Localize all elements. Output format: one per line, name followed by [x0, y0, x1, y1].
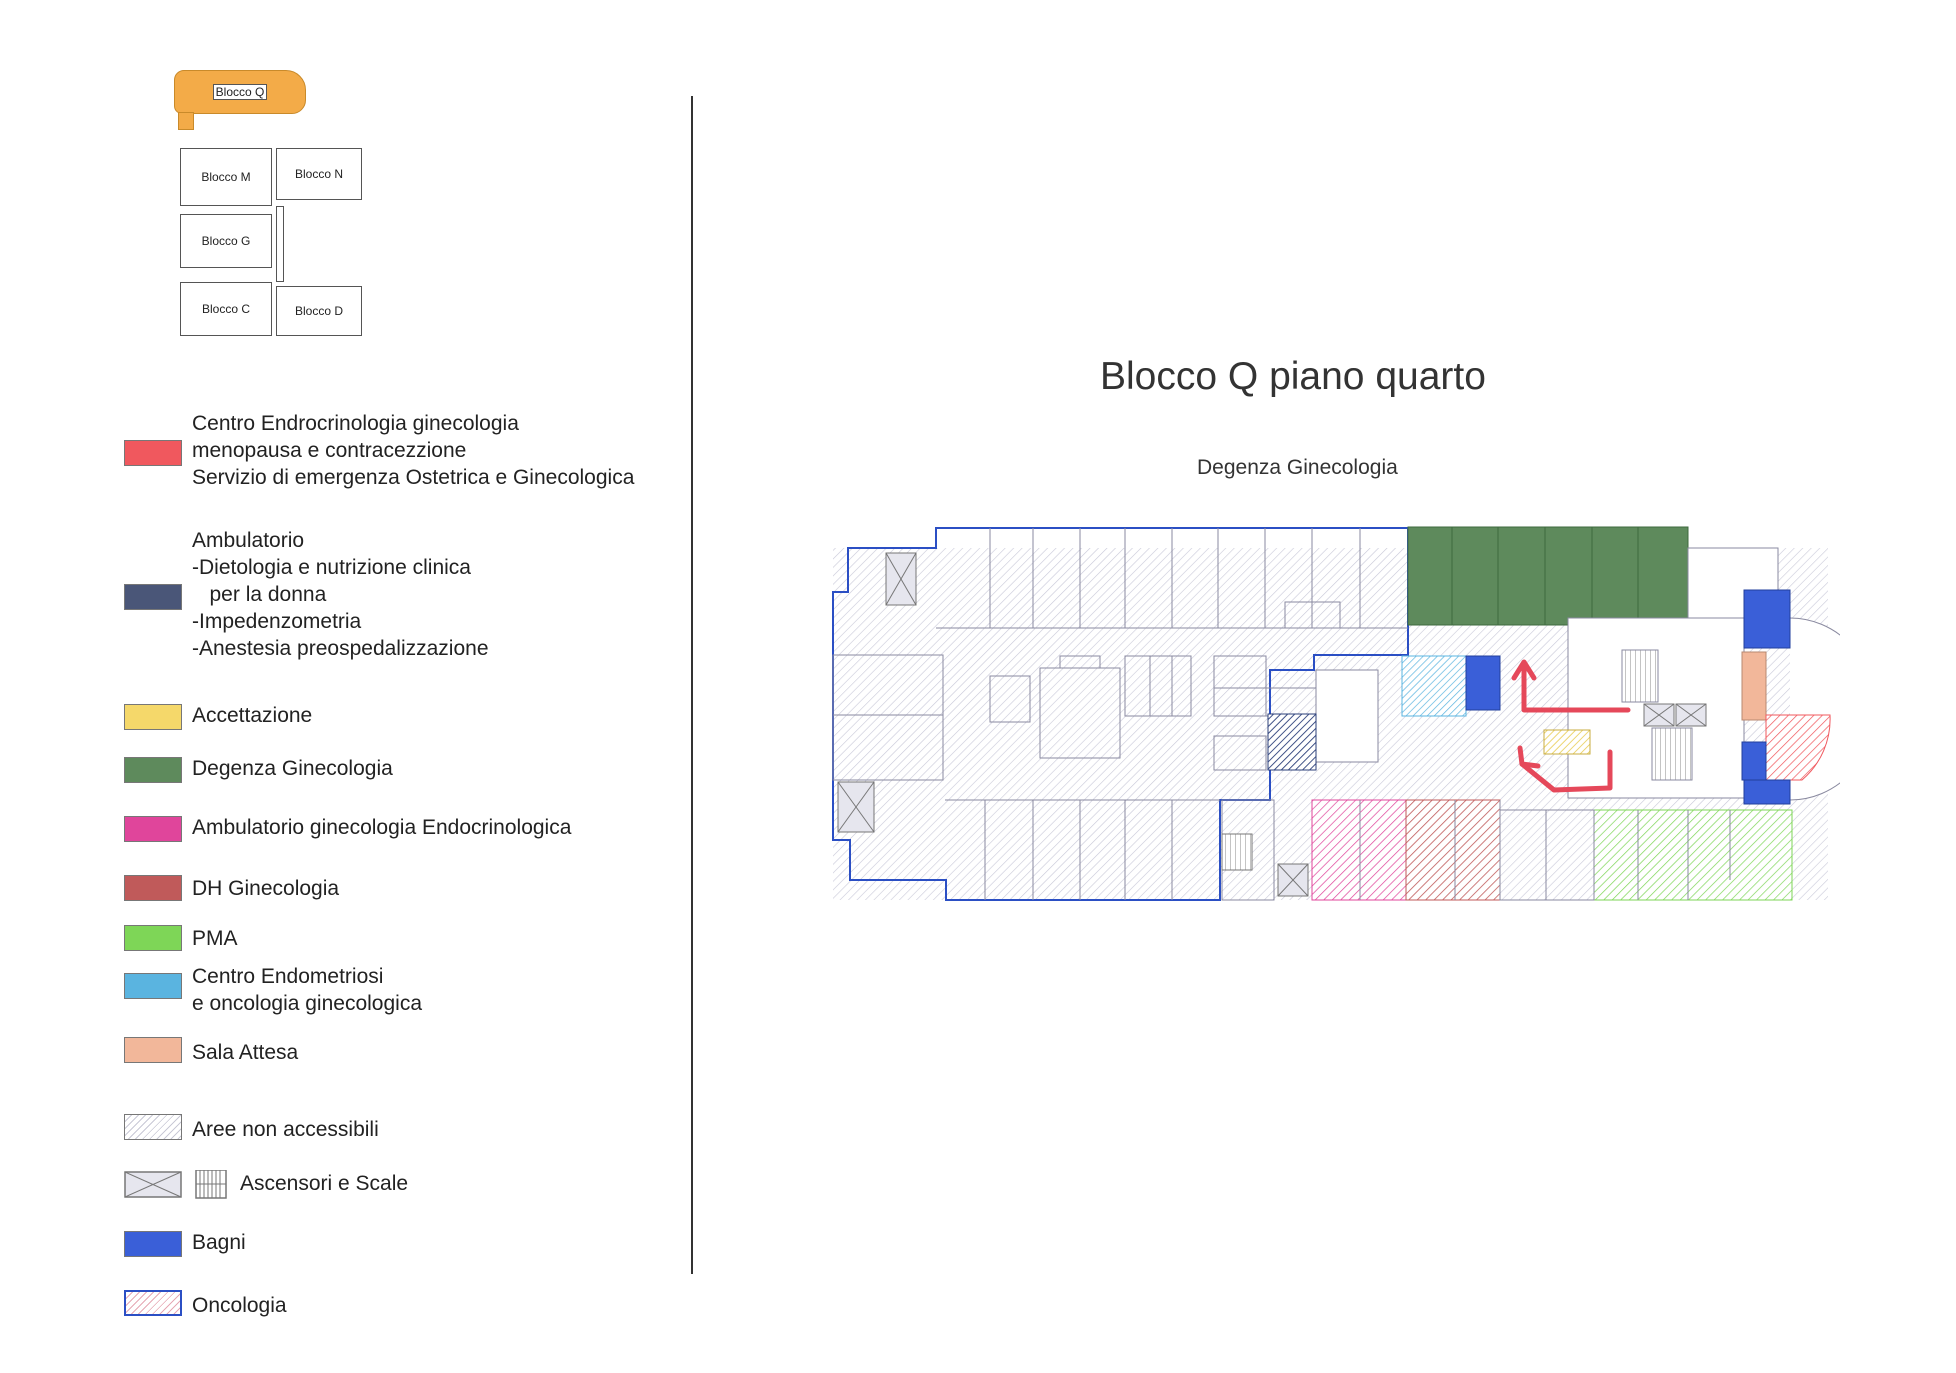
legend-swatch-hatch: [124, 1114, 182, 1140]
floor-plan: [820, 510, 1840, 910]
legend-swatch-peach: [124, 1037, 182, 1063]
mini-block-n: Blocco N: [276, 148, 362, 200]
legend-swatch-red: [124, 440, 182, 466]
legend-swatch-magenta: [124, 816, 182, 842]
legend-swatch-green: [124, 925, 182, 951]
legend-label: Centro Endrocrinologia ginecologia menopausa e contracezzione Servizio di emergenza Ostetrica e Ginecologica: [192, 412, 635, 489]
legend-swatch-cyan: [124, 973, 182, 999]
mini-block-m: Blocco M: [180, 148, 272, 206]
page-subtitle: Degenza Ginecologia: [1197, 456, 1398, 479]
block-locator-map: [160, 60, 380, 350]
legend-label: Centro Endometriosi e oncologia ginecologica: [192, 965, 423, 1015]
legend-label: Ambulatorio -Dietologia e nutrizione clinica per la donna -Impedenzometria -Anestesia preospedalizzazione: [192, 529, 489, 660]
ambulatorio-room: [1268, 714, 1316, 770]
legend-label: Bagni: [192, 1231, 246, 1254]
bathroom-room: [1742, 742, 1766, 780]
bathroom-room: [1466, 656, 1500, 710]
mini-block-connector: [276, 206, 284, 282]
bathroom-room: [1744, 590, 1790, 648]
mini-block-c: Blocco C: [180, 282, 272, 336]
ambulatorio-endocrinologica-rooms: [1312, 800, 1406, 900]
mini-block-q: [174, 70, 306, 114]
bathroom-room: [1744, 780, 1790, 804]
legend-swatch-navy: [124, 584, 182, 610]
stairs-icon: [1222, 834, 1252, 870]
legend-label: Accettazione: [192, 704, 313, 727]
elevator-stairs-icon: [124, 1170, 244, 1200]
waiting-room: [1742, 652, 1766, 720]
endometriosis-room: [1402, 656, 1466, 716]
legend-label: Oncologia: [192, 1294, 287, 1317]
degenza-ginecologia-rooms: [1408, 527, 1688, 625]
page-title: Blocco Q piano quarto: [1100, 355, 1486, 398]
legend-swatch-oncology: [124, 1290, 182, 1316]
legend-swatch-dark-green: [124, 757, 182, 783]
legend-label: Degenza Ginecologia: [192, 757, 393, 780]
legend-label: Ascensori e Scale: [240, 1172, 409, 1195]
mini-block-q-label: Blocco Q: [213, 84, 268, 100]
legend-label: PMA: [192, 927, 238, 950]
vertical-divider: [691, 96, 693, 1274]
legend-label: Aree non accessibili: [192, 1118, 379, 1141]
mini-block-q-annex: [178, 112, 194, 130]
dh-ginecologia-rooms: [1406, 800, 1500, 900]
legend-label: Ambulatorio ginecologia Endocrinologica: [192, 816, 572, 839]
legend-swatch-yellow: [124, 704, 182, 730]
legend-label: DH Ginecologia: [192, 877, 340, 900]
accettazione-room: [1544, 730, 1590, 754]
pma-rooms: [1594, 810, 1792, 900]
legend-label: Sala Attesa: [192, 1041, 299, 1064]
legend-swatch-blue: [124, 1231, 182, 1257]
legend-swatch-brick: [124, 875, 182, 901]
mini-block-d: Blocco D: [276, 286, 362, 336]
mini-block-g: Blocco G: [180, 214, 272, 268]
